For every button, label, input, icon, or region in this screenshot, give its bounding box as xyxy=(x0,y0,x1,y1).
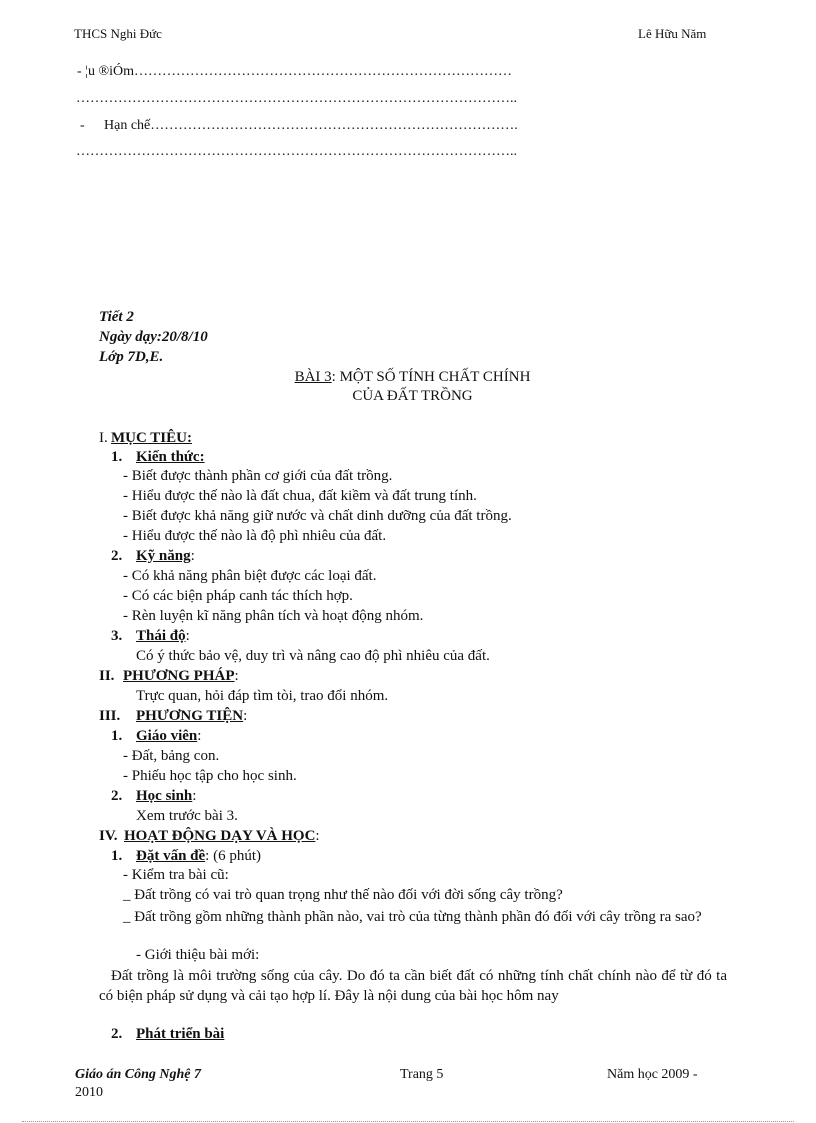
footer-school-year: Năm học 2009 - xyxy=(607,1067,698,1082)
problem-label: Đặt vấn đề xyxy=(136,848,206,864)
knowledge-item-1: - Biết được thành phần cơ giới của đất trồng. xyxy=(123,468,393,484)
header-author: Lê Hữu Năm xyxy=(638,26,707,41)
problem-duration: : (6 phút) xyxy=(205,848,261,864)
knowledge-item-3: - Biết được khả năng giữ nước và chất dinh dưỡng của đất trồng. xyxy=(123,508,512,524)
teacher-item-1: - Đất, bảng con. xyxy=(123,748,220,764)
knowledge-item-4: - Hiểu được thế nào là độ phì nhiêu của đất. xyxy=(123,528,387,544)
development-number: 2. xyxy=(111,1026,123,1042)
skills-heading xyxy=(136,548,195,565)
section-4-heading-wrap xyxy=(124,828,320,845)
teacher-number: 1. xyxy=(111,728,123,744)
section-3-heading: PHƯƠNG TIỆN xyxy=(136,708,244,724)
notes-limitations-line: Hạn chế……………………………………………………………………. xyxy=(104,118,518,133)
student-number: 2. xyxy=(111,788,123,804)
footer-school-year-end: 2010 xyxy=(75,1085,103,1100)
section-4-number: IV. xyxy=(99,828,118,844)
lesson-title-line-2: CỦA ĐẤT TRỒNG xyxy=(352,388,473,404)
attitude-label: Thái độ xyxy=(136,628,186,644)
student-text: Xem trước bài 3. xyxy=(136,808,238,824)
section-2-heading: PHƯƠNG PHÁP xyxy=(123,668,235,684)
notes-advantages-line: - ¦u ®iÓm……………………………………………………………………… xyxy=(77,64,512,79)
section-2-heading-wrap xyxy=(123,668,239,685)
student-heading xyxy=(136,788,196,805)
attitude-colon: : xyxy=(185,628,190,644)
section-2-number: II. xyxy=(99,668,115,684)
student-colon: : xyxy=(192,788,197,804)
skills-number: 2. xyxy=(111,548,123,564)
notes-dotted-line-1: ………………………………………………………………………………….. xyxy=(76,91,517,106)
skills-item-1: - Có khả năng phân biệt được các loại đất. xyxy=(123,568,377,584)
skills-item-2: - Có các biện pháp canh tác thích hợp. xyxy=(123,588,353,604)
review-question-1: _ Đất trồng có vai trò quan trọng như thế nào đối với đời sống cây trồng? xyxy=(123,887,563,903)
notes-dotted-line-2: ………………………………………………………………………………….. xyxy=(76,144,517,159)
new-lesson-intro: Đất trồng là môi trường sống của cây. Do đó ta cần biết đất có những tính chất chính nào để từ đó ta có biện pháp sử dụng và cải tạo hợp lí. Đây là nội dung của bài học hôm nay xyxy=(99,968,727,1004)
section-1-heading: MỤC TIÊU: xyxy=(111,430,192,446)
footer-course: Giáo án Công Nghệ 7 xyxy=(75,1067,202,1082)
section-3-heading-wrap xyxy=(136,708,247,725)
teacher-heading xyxy=(136,728,201,745)
skills-item-3: - Rèn luyện kĩ năng phân tích và hoạt động nhóm. xyxy=(123,608,424,624)
section-4-heading: HOẠT ĐỘNG DẠY VÀ HỌC xyxy=(124,828,316,844)
header-school: THCS Nghi Đức xyxy=(74,26,162,41)
review-label: - Kiểm tra bài cũ: xyxy=(123,867,229,883)
lesson-date: Ngày dạy:20/8/10 xyxy=(99,329,208,345)
section-1-number: I. xyxy=(99,430,108,446)
method-text: Trực quan, hỏi đáp tìm tòi, trao đổi nhóm. xyxy=(136,688,389,704)
teacher-item-2: - Phiếu học tập cho học sinh. xyxy=(123,768,297,784)
lesson-title-rest: : MỘT SỐ TÍNH CHẤT CHÍNH xyxy=(331,369,531,385)
development-label: Phát triển bài xyxy=(136,1026,225,1042)
lesson-class: Lớp 7D,E. xyxy=(99,349,164,365)
section-2-colon: : xyxy=(234,668,239,684)
teacher-label: Giáo viên xyxy=(136,728,198,744)
knowledge-number: 1. xyxy=(111,449,123,465)
footer-page: Trang 5 xyxy=(400,1067,444,1082)
page-bottom-border xyxy=(22,1121,794,1122)
knowledge-label: Kiến thức: xyxy=(136,449,205,465)
teacher-colon: : xyxy=(197,728,202,744)
attitude-text: Có ý thức bảo vệ, duy trì và nâng cao độ phì nhiêu của đất. xyxy=(136,648,490,664)
lesson-title-prefix: BÀI 3 xyxy=(294,369,332,385)
notes-limitations-bullet: - xyxy=(80,118,85,133)
problem-heading xyxy=(136,848,261,865)
student-label: Học sinh xyxy=(136,788,193,804)
lesson-title-line-1 xyxy=(200,369,625,386)
knowledge-item-2: - Hiểu được thế nào là đất chua, đất kiềm và đất trung tính. xyxy=(123,488,477,504)
attitude-number: 3. xyxy=(111,628,123,644)
section-4-colon: : xyxy=(315,828,320,844)
skills-label: Kỹ năng xyxy=(136,548,191,564)
skills-colon: : xyxy=(190,548,195,564)
lesson-period: Tiết 2 xyxy=(99,309,134,325)
section-3-colon: : xyxy=(243,708,248,724)
new-lesson-label: - Giới thiệu bài mới: xyxy=(136,947,260,963)
review-question-2: _ Đất trồng gồm những thành phần nào, vai trò của từng thành phần đó đối với cây trồng ra sao? xyxy=(123,909,702,925)
attitude-heading xyxy=(136,628,190,645)
section-3-number: III. xyxy=(99,708,121,724)
problem-number: 1. xyxy=(111,848,123,864)
